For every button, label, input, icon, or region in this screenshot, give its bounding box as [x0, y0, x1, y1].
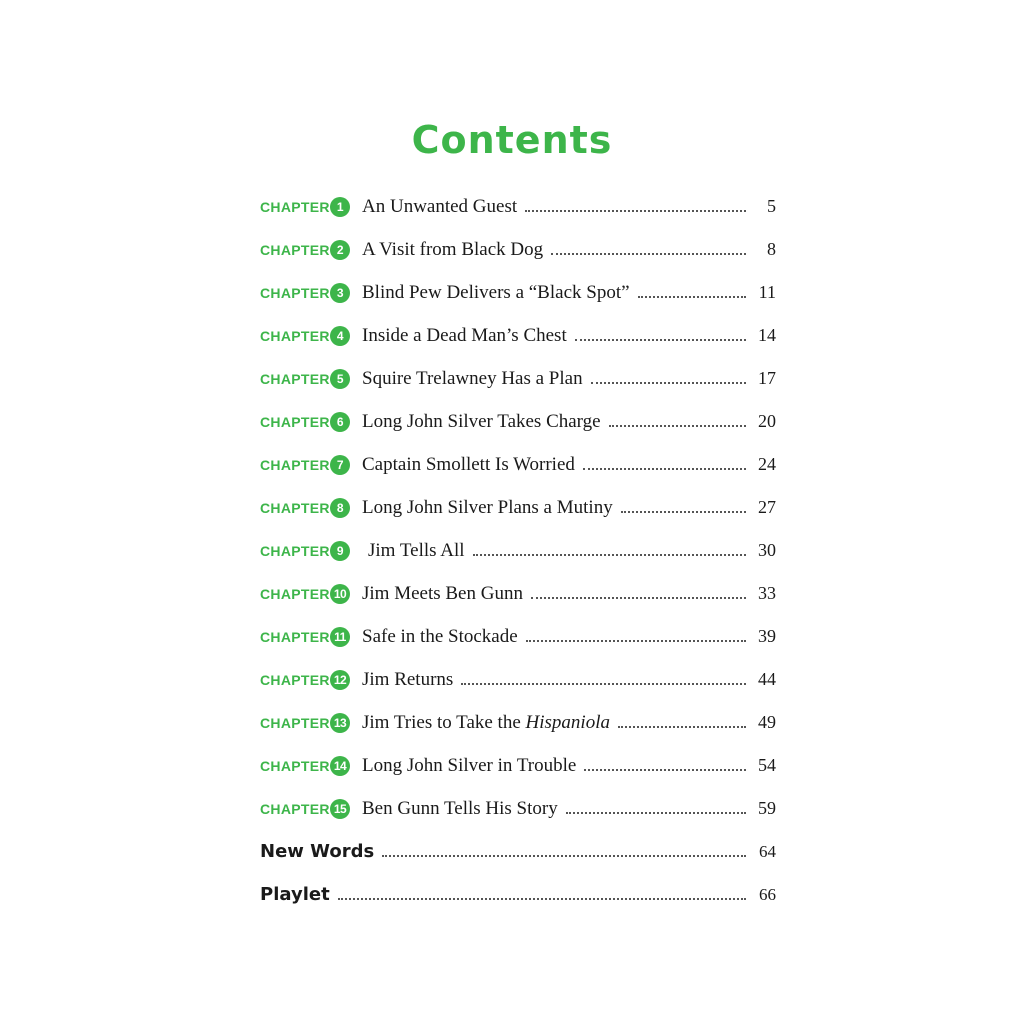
toc-row-chapter-14[interactable]	[260, 744, 776, 787]
chapter-number-badge: 2	[330, 240, 350, 260]
page-number: 11	[758, 282, 776, 302]
chapter-title: Ben Gunn Tells His Story	[362, 797, 558, 819]
dot-leader	[382, 855, 746, 857]
chapter-number-badge: 4	[330, 326, 350, 346]
page-number: 64	[759, 841, 776, 861]
chapter-title: An Unwanted Guest	[362, 195, 518, 217]
dot-leader	[338, 898, 746, 900]
chapter-number-badge: 6	[330, 412, 350, 432]
page-number: 14	[758, 325, 776, 345]
chapter-label: CHAPTER	[260, 499, 330, 516]
chapter-number-badge: 5	[330, 369, 350, 389]
dot-leader	[526, 640, 746, 642]
dot-leader	[591, 382, 746, 384]
chapter-number-badge: 3	[330, 283, 350, 303]
chapter-title: Long John Silver Takes Charge	[362, 410, 601, 432]
toc-row-chapter-7[interactable]	[260, 443, 776, 486]
chapter-label: CHAPTER	[260, 628, 330, 645]
chapter-title: Squire Trelawney Has a Plan	[362, 367, 583, 389]
page-number: 27	[758, 497, 776, 517]
page-number: 66	[759, 884, 776, 904]
page-number: 33	[758, 583, 776, 603]
chapter-label: CHAPTER	[260, 241, 330, 258]
chapter-label: CHAPTER	[260, 284, 330, 301]
chapter-label: CHAPTER	[260, 327, 330, 344]
page-number: 30	[758, 540, 776, 560]
table-of-contents	[260, 185, 776, 916]
chapter-title: Captain Smollett Is Worried	[362, 453, 575, 475]
chapter-number-badge: 1	[330, 197, 350, 217]
dot-leader	[551, 253, 746, 255]
page-title: Contents	[411, 118, 613, 162]
page-number: 8	[767, 239, 776, 259]
chapter-number-badge: 15	[330, 799, 350, 819]
chapter-title: Inside a Dead Man’s Chest	[362, 324, 567, 346]
page-number: 17	[758, 368, 776, 388]
dot-leader	[618, 726, 746, 728]
chapter-number-badge: 13	[330, 713, 350, 733]
page-number: 5	[767, 196, 776, 216]
dot-leader	[575, 339, 746, 341]
toc-row-new-words[interactable]	[260, 830, 776, 873]
chapter-title: Safe in the Stockade	[362, 625, 518, 647]
dot-leader	[531, 597, 746, 599]
chapter-label: CHAPTER	[260, 800, 330, 817]
toc-row-chapter-13[interactable]	[260, 701, 776, 744]
section-title: New Words	[260, 841, 375, 862]
chapter-number-badge: 9	[330, 541, 350, 561]
chapter-label: CHAPTER	[260, 413, 330, 430]
dot-leader	[609, 425, 746, 427]
dot-leader	[566, 812, 746, 814]
chapter-label: CHAPTER	[260, 714, 330, 731]
page-number: 44	[758, 669, 776, 689]
toc-row-chapter-3[interactable]	[260, 271, 776, 314]
toc-row-chapter-2[interactable]	[260, 228, 776, 271]
dot-leader	[621, 511, 746, 513]
chapter-title: Jim Returns	[362, 668, 454, 690]
page-number: 54	[758, 755, 776, 775]
chapter-number-badge: 14	[330, 756, 350, 776]
page-number: 59	[758, 798, 776, 818]
chapter-title	[362, 712, 610, 734]
dot-leader	[473, 554, 746, 556]
chapter-title: Jim Tells All	[368, 539, 465, 561]
chapter-number-badge: 7	[330, 455, 350, 475]
chapter-title: A Visit from Black Dog	[362, 238, 544, 260]
page-number: 39	[758, 626, 776, 646]
chapter-number-badge: 11	[330, 627, 350, 647]
chapter-title: Jim Meets Ben Gunn	[362, 582, 523, 604]
toc-row-chapter-9[interactable]	[260, 529, 776, 572]
page-number: 20	[758, 411, 776, 431]
chapter-label: CHAPTER	[260, 456, 330, 473]
chapter-label: CHAPTER	[260, 671, 330, 688]
dot-leader	[461, 683, 746, 685]
chapter-label: CHAPTER	[260, 585, 330, 602]
chapter-title-text: Jim Tries to Take the	[362, 711, 526, 733]
dot-leader	[583, 468, 746, 470]
chapter-label: CHAPTER	[260, 757, 330, 774]
chapter-label: CHAPTER	[260, 198, 330, 215]
toc-row-chapter-12[interactable]	[260, 658, 776, 701]
chapter-title: Long John Silver Plans a Mutiny	[362, 496, 613, 518]
chapter-number-badge: 12	[330, 670, 350, 690]
toc-row-chapter-15[interactable]	[260, 787, 776, 830]
toc-row-chapter-8[interactable]	[260, 486, 776, 529]
toc-row-chapter-11[interactable]	[260, 615, 776, 658]
chapter-title-italic: Hispaniola	[525, 711, 610, 733]
dot-leader	[638, 296, 746, 298]
chapter-title: Long John Silver in Trouble	[362, 754, 577, 776]
toc-row-playlet[interactable]	[260, 873, 776, 916]
chapter-number-badge: 10	[330, 584, 350, 604]
chapter-label: CHAPTER	[260, 542, 330, 559]
toc-row-chapter-5[interactable]	[260, 357, 776, 400]
page-number: 49	[758, 712, 776, 732]
toc-row-chapter-10[interactable]	[260, 572, 776, 615]
section-title: Playlet	[260, 884, 330, 905]
dot-leader	[584, 769, 746, 771]
toc-row-chapter-6[interactable]	[260, 400, 776, 443]
chapter-title: Blind Pew Delivers a “Black Spot”	[362, 281, 630, 303]
toc-row-chapter-1[interactable]	[260, 185, 776, 228]
chapter-label: CHAPTER	[260, 370, 330, 387]
chapter-number-badge: 8	[330, 498, 350, 518]
toc-row-chapter-4[interactable]	[260, 314, 776, 357]
page-number: 24	[758, 454, 776, 474]
dot-leader	[525, 210, 746, 212]
